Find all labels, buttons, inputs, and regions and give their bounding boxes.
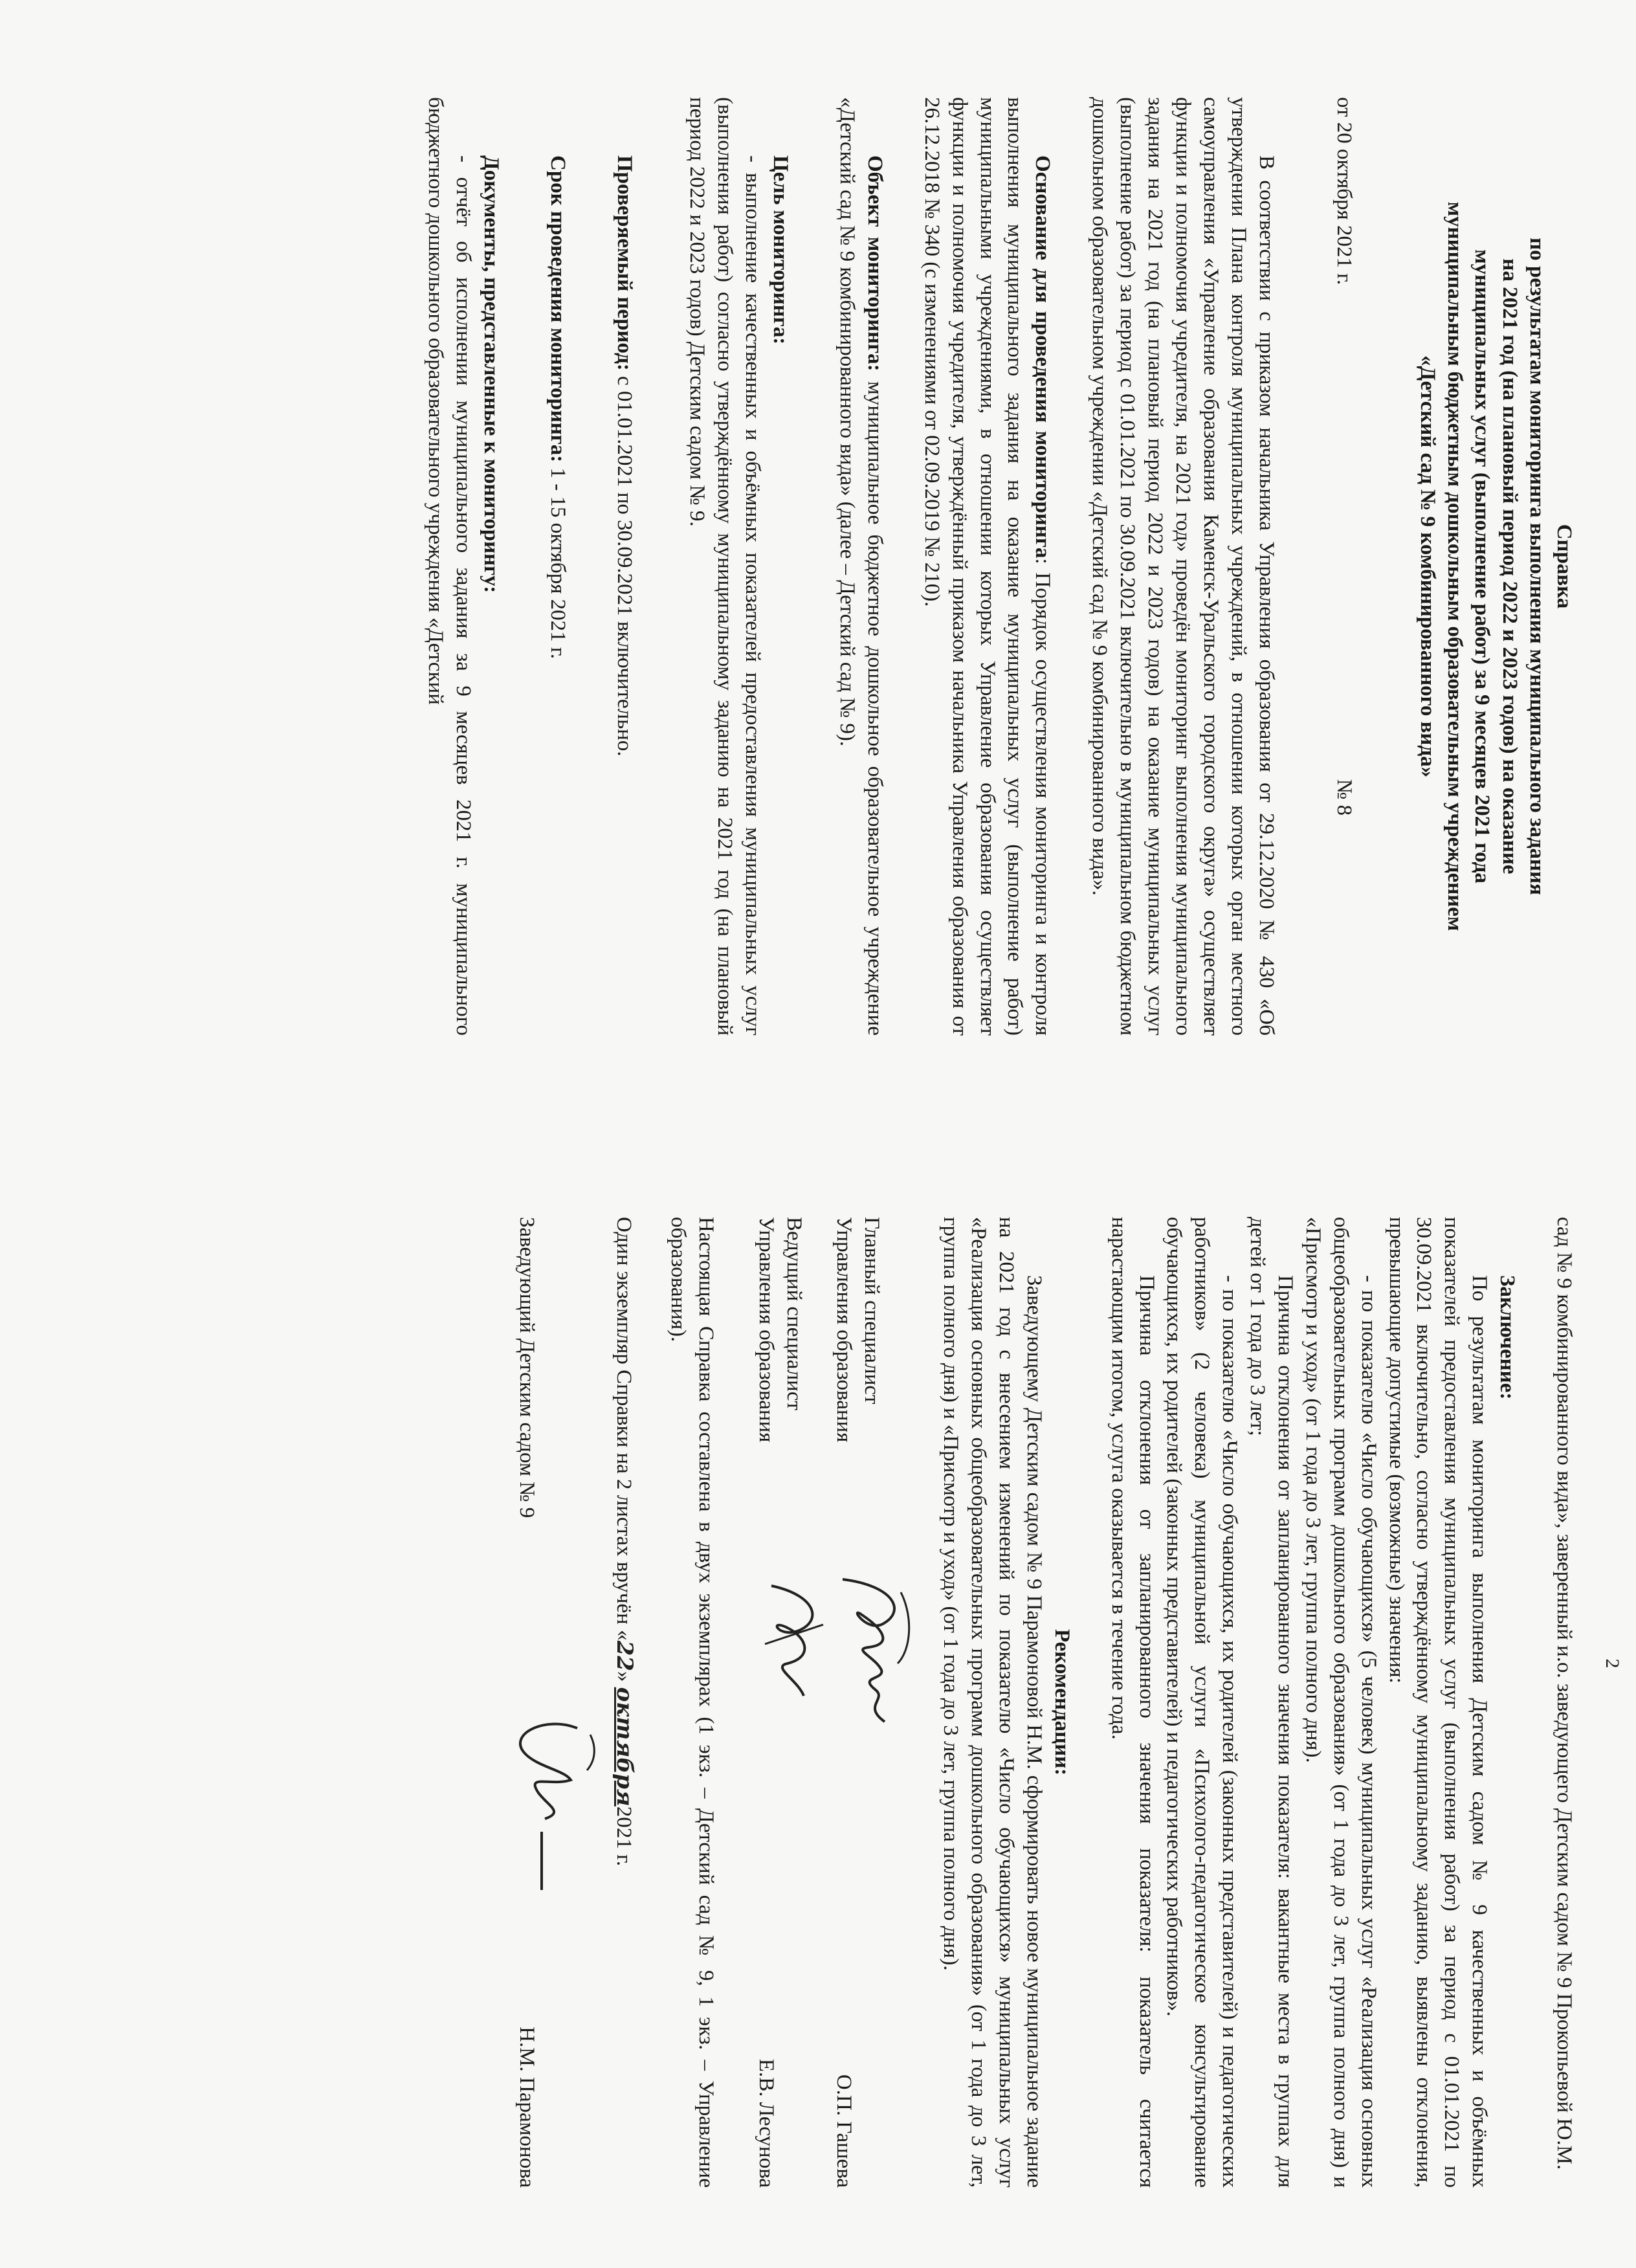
signer-name: Е.В. Лесунова xyxy=(755,2058,779,2188)
term-label: Срок проведения мониторинга: xyxy=(546,155,569,463)
received-line xyxy=(610,1217,639,2188)
goal-text: - выполнение качественных и объёмных показателей предоставления муниципальных услуг (выполнения работ) согласно утверждённому муниципальному заданию на 2021 год (на плановый период 2022 и 2023 годов) Детским садом № 9. xyxy=(685,97,765,1036)
title-line: «Детский сад № 9 комбинированного вида» xyxy=(1415,355,1439,778)
title-line: муниципальным бюджетным дошкольным образовательным учреждением xyxy=(1443,201,1467,931)
deviation-reason-1: Причина отклонения от запланированного значения показателя: вакантные места в группах для детей от 1 года до 3 лет; xyxy=(1246,1217,1297,2188)
head-role: Заведующий Детским садом № 9 xyxy=(514,1217,538,1518)
received-suffix: 2021 г. xyxy=(612,1806,636,1867)
page-number: 2 xyxy=(1602,1658,1623,1669)
continuation-text: сад № 9 комбинированного вида», заверенный и.о. заведующего Детским садом № 9 Прокопьевой Ю.М. xyxy=(1553,1217,1576,2170)
signer-role-line: Ведущий специалист xyxy=(782,1217,806,1410)
document-number: № 8 xyxy=(1332,779,1356,816)
term-text: 1 - 15 октября 2021 г. xyxy=(546,462,569,659)
conclusion-label: Заключение: xyxy=(1496,1275,1520,1400)
docs-label: Документы, представленные к мониторингу: xyxy=(479,155,503,594)
signer-role-line: Управления образования xyxy=(755,1217,779,1443)
conclusion-bullet-1: - по показателю «Число обучающихся» (5 человек) муниципальных услуг «Реализация основных общеобразовательных программ дошкольного образования» (от 1 года до 3 лет, группа полного дня) и «Присмотр и уход» (от 1 года до 3 лет, группа полного дня). xyxy=(1301,1217,1380,2188)
deviation-reason-2: Причина отклонения от запланированного значения показателя: показатель считается нарастающим итогом, услуга оказывается в течение года. xyxy=(1107,1217,1158,2188)
title-line: по результатам мониторинга выполнения муниципального задания xyxy=(1525,238,1549,895)
signatures-block xyxy=(752,1217,901,2188)
conclusion-text: По результатам мониторинга выполнения Детским садом № 9 качественных и объёмных показателей предоставления муниципальных услуг (выполнения работ) за период с 01.01.2021 по 30.09.2021 включительно, согласно утверждённому муниципальному заданию, выявлены отклонения, превышающие допустимые (возможные) значения: xyxy=(1384,1217,1492,2188)
document-title xyxy=(1414,97,1578,1036)
recommendations-text: Заведующему Детским садом № 9 Парамоновой Н.М. сформировать новое муниципальное задание на 2021 год с внесением изменений по показателю «Число обучающихся» муниципальных услуг «Реализация основных общеобразовательных программ дошкольного образования» (от 1 года до 3 лет, группа полного дня) и «Присмотр и уход» (от 1 года до 3 лет, группа полного дня). xyxy=(939,1217,1046,2188)
conclusion-bullet-2: - по показателю «Число обучающихся, их родителей (законных представителей) и педагогических работников» (2 человека) муниципальной услуги «Психолого-педагогическое консультирование обучающихся, их родителей (законных представителей) и педагогических работников». xyxy=(1162,1217,1242,2188)
page-right xyxy=(513,1217,1578,2188)
term-paragraph xyxy=(544,97,571,1036)
signer-role xyxy=(830,1217,885,1528)
goal-label: Цель мониторинга: xyxy=(769,155,793,345)
head-name: Н.М. Парамонова xyxy=(514,2027,538,2188)
intro-paragraph: В соответствии с приказом начальника Управления образования от 29.12.2020 № 430 «Об утверждении Плана контроля муниципальных учреждений, в отношении которых орган местного самоуправления «Управление образования Каменск-Уральского городского округа» осуществляет функции и полномочия учредителя, на 2021 год» проведён мониторинг выполнения муниципального задания на 2021 год (на плановый период 2022 и 2023 годов) на оказание муниципальных услуг (выполнение работ) за период с 01.01.2021 по 30.09.2021 включительно в муниципальном бюджетном дошкольном образовательном учреждении «Детский сад № 9 комбинированного вида». xyxy=(1088,97,1278,1036)
period-label: Проверяемый период: xyxy=(612,155,636,371)
received-day: 22 xyxy=(611,1640,637,1671)
docs-text: - отчёт об исполнении муниципального задания за 9 месяцев 2021 г. муниципального бюджетного дошкольного образовательного учреждения «Детский xyxy=(424,97,475,1036)
object-text: муниципальное бюджетное дошкольное образовательное учреждение «Детский сад № 9 комбинированного вида» (далее – Детский сад № 9). xyxy=(835,97,887,1036)
object-label: Объект мониторинга: xyxy=(863,155,887,372)
received-prefix: Один экземпляр Справки на 2 листах вручён « xyxy=(612,1217,636,1641)
received-month: октября xyxy=(611,1687,637,1807)
signature-lesunova xyxy=(752,1528,823,1799)
title-line: Справка xyxy=(1553,524,1576,609)
period-text: с 01.01.2021 по 30.09.2021 включительно. xyxy=(612,370,636,757)
object-paragraph xyxy=(833,97,889,1036)
signer-name: О.П. Гашева xyxy=(832,2074,856,2188)
basis-paragraph xyxy=(918,97,1056,1036)
page-left xyxy=(421,97,1578,1036)
basis-text: : Порядок осуществления мониторинга и контроля выполнения муниципального задания на оказание муниципальных услуг (выполнение работ) муниципальными учреждениями, в отношении которых Управление образования осуществляет функции и полномочия учредителя, утверждённый приказом начальника Управления образования от 26.12.2018 № 340 (с изменениями от 02.09.2019 № 210). xyxy=(920,97,1055,1036)
title-line: муниципальных услуг (выполнение работ) за 9 месяцев 2021 года xyxy=(1470,249,1494,884)
signer-role-line: Управления образования xyxy=(832,1217,856,1443)
copies-text: Настоящая Справка составлена в двух экземплярах (1 экз. – Детский сад № 9, 1 экз. – Управление образования). xyxy=(667,1217,718,2188)
date-number-row xyxy=(1332,97,1356,1036)
signature-row-lesunova xyxy=(752,1217,823,2188)
signer-role-line: Главный специалист xyxy=(860,1217,884,1405)
signature-row-paramonova xyxy=(513,1217,584,2188)
received-mid: » xyxy=(612,1671,636,1682)
recommendations-label: Рекомендации: xyxy=(1050,1629,1074,1776)
basis-label: Основание для проведения мониторинга xyxy=(1031,155,1055,559)
document-date: от 20 октября 2021 г. xyxy=(1332,97,1356,285)
signature-paramonova xyxy=(513,1670,584,1942)
period-paragraph xyxy=(610,97,638,1036)
signer-role xyxy=(752,1217,808,1528)
title-line: на 2021 год (на плановый период 2022 и 2023 годов) на оказание xyxy=(1498,258,1521,874)
